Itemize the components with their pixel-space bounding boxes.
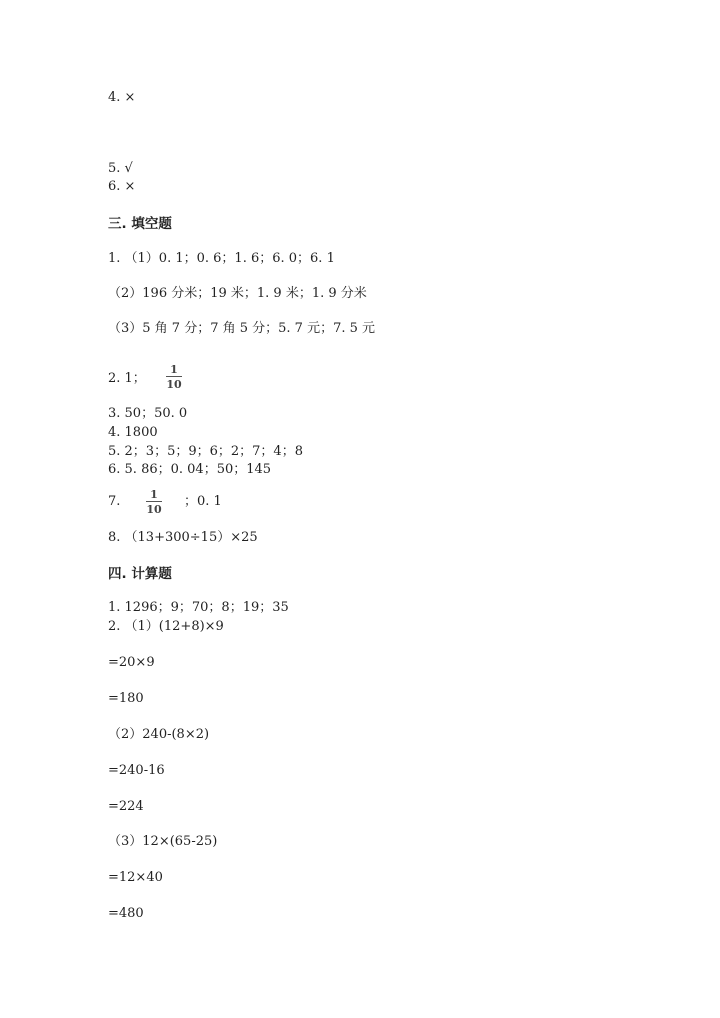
fill-answer-2 xyxy=(108,371,146,387)
calc-answer-1: 1. 1296；9；70；8；19；35 xyxy=(108,600,289,615)
calc-step: =224 xyxy=(108,799,144,814)
judge-answer-6: 6. × xyxy=(108,179,136,194)
calc-answer-2-part-3: （3）12×(65-25) xyxy=(108,834,218,849)
fill-answer-7-fraction xyxy=(146,489,162,515)
fill-answer-6: 6. 5. 86；0. 04；50；145 xyxy=(108,462,272,477)
fill-answer-3: 3. 50；50. 0 xyxy=(108,406,188,421)
calc-step: =180 xyxy=(108,691,144,706)
fill-answer-7-suffix: ；0. 1 xyxy=(184,494,222,509)
fill-answer-2-prefix: 2. 1； xyxy=(108,371,146,386)
fraction-denominator: 10 xyxy=(146,503,162,516)
judge-answer-4: 4. × xyxy=(108,90,136,105)
calc-step: =240-16 xyxy=(108,763,165,778)
calc-step: =480 xyxy=(108,906,144,921)
calc-answer-2-part-1: 2. （1）(12+8)×9 xyxy=(108,619,224,634)
fill-answer-8: 8. （13+300÷15）×25 xyxy=(108,530,258,545)
calc-step: =20×9 xyxy=(108,655,155,670)
section-heading-fill-in: 三. 填空题 xyxy=(108,216,172,232)
fraction-numerator: 1 xyxy=(150,488,158,501)
judge-answer-5: 5. √ xyxy=(108,161,133,176)
fill-answer-1-part-2: （2）196 分米；19 米；1. 9 米；1. 9 分米 xyxy=(108,286,367,301)
fill-answer-1-part-3: （3）5 角 7 分；7 角 5 分；5. 7 元；7. 5 元 xyxy=(108,321,376,336)
section-heading-calculation: 四. 计算题 xyxy=(108,566,172,582)
fill-answer-4: 4. 1800 xyxy=(108,425,158,440)
fill-answer-1-part-1: 1. （1）0. 1；0. 6；1. 6；6. 0；6. 1 xyxy=(108,251,335,266)
fraction-denominator: 10 xyxy=(166,378,182,391)
fill-answer-2-fraction xyxy=(166,364,182,390)
fill-answer-5: 5. 2；3；5；9；6；2；7；4；8 xyxy=(108,444,303,459)
fill-answer-7-prefix: 7. xyxy=(108,494,121,509)
calc-step: =12×40 xyxy=(108,870,163,885)
fraction-numerator: 1 xyxy=(170,363,178,376)
calc-answer-2-part-2: （2）240-(8×2) xyxy=(108,727,210,742)
